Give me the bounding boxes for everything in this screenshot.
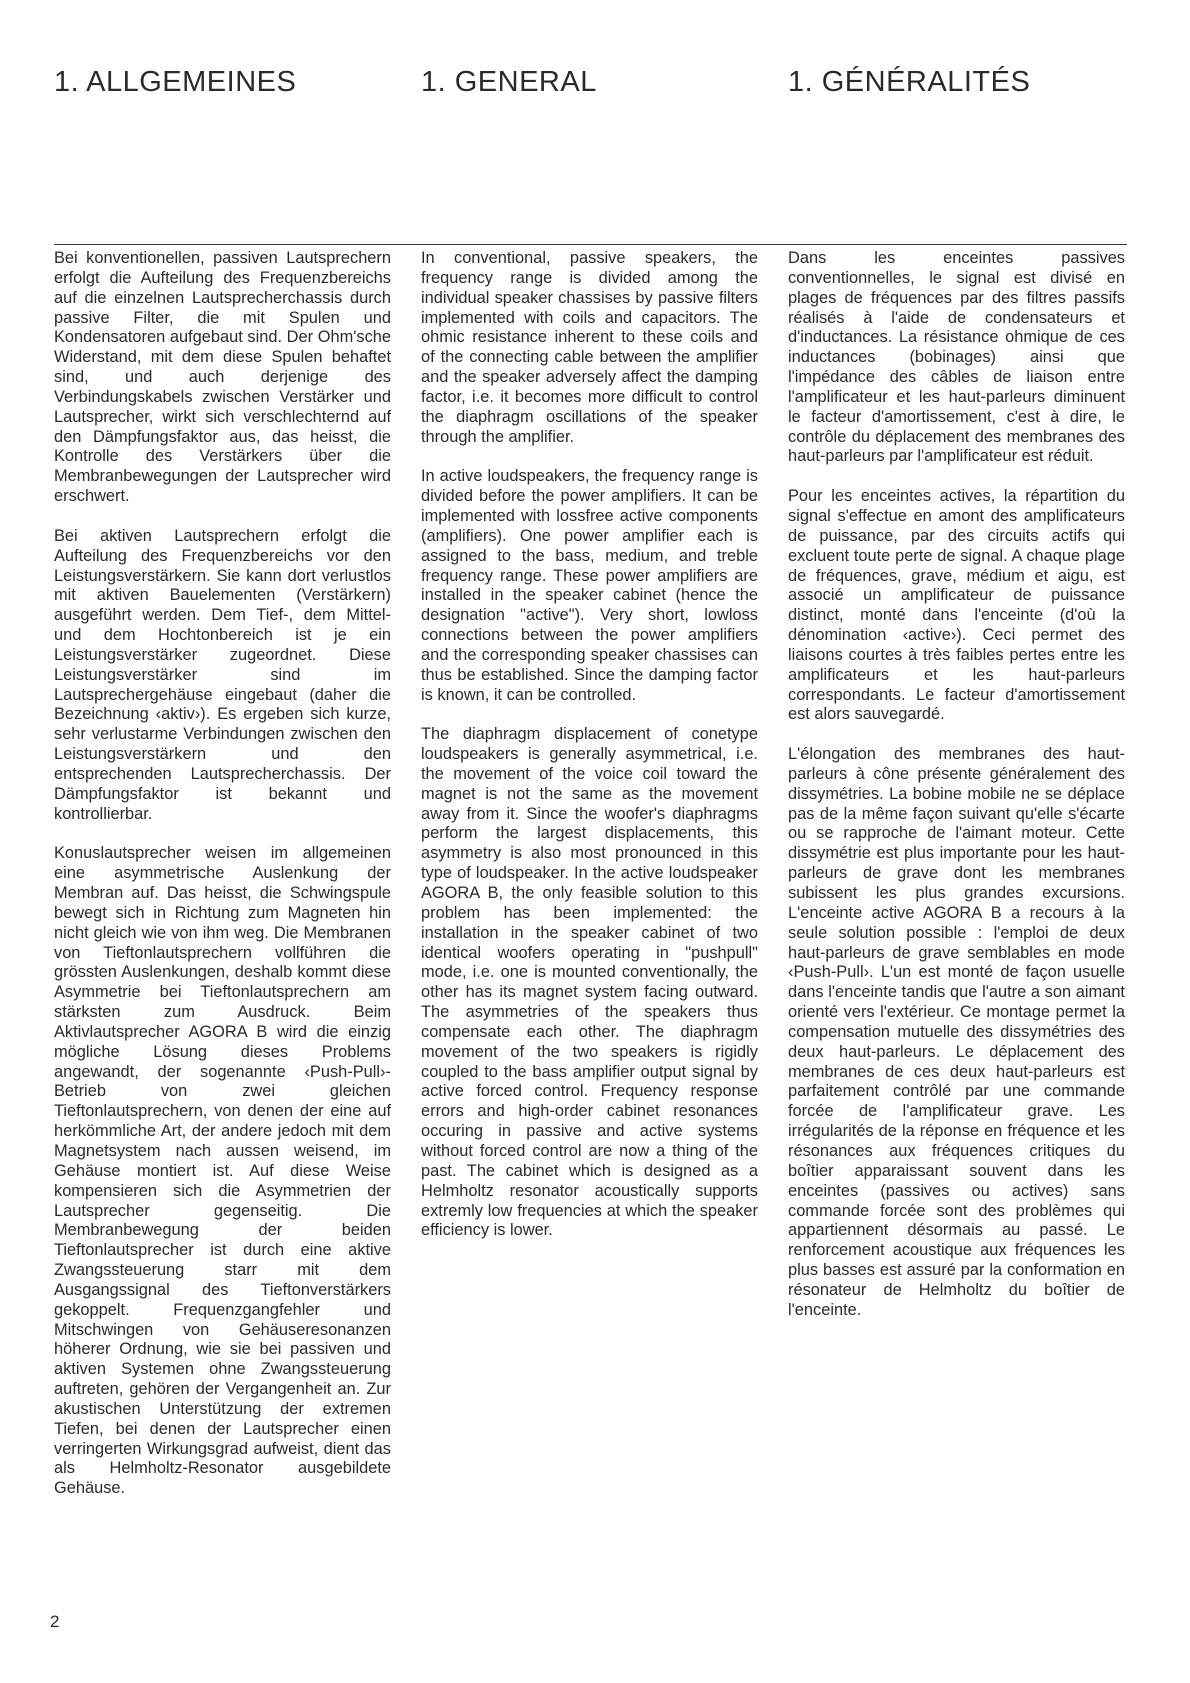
- section-heading-english: 1. GENERAL: [421, 66, 597, 98]
- paragraph-german-2: Bei aktiven Lautsprechern erfolgt die Aufteilung des Frequenzbereichs vor den Leistungsverstärkern. Sie kann dort verlustlos mit aktiven Bauelementen (Verstärkern) ausgeführt werden. Dem Tief-, dem Mittel- und dem Hochtonbereich ist je ein Leistungsverstärker zugeordnet. Diese Leistungsverstärker sind im Lautsprechergehäuse eingebaut (daher die Bezeichnung ‹aktiv›). Es ergeben sich kurze, sehr verlustarme Verbindungen zwischen den Leistungsverstärkern und den entsprechenden Lautsprecherchassis. Der Dämpfungsfaktor ist bekannt und kontrollierbar.: [54, 526, 391, 823]
- page-number: 2: [50, 1612, 60, 1631]
- paragraph-english-2: In active loudspeakers, the frequency range is divided before the power amplifiers. It can be implemented with lossfree active components (amplifiers). One power amplifier each is assigned to the bass, medium, and treble frequency range. These power amplifiers are installed in the speaker cabinet (hence the designation "active"). Very short, lowloss connections between the power amplifiers and the corresponding speaker chassises can thus be established. Since the damping factor is known, it can be controlled.: [421, 467, 758, 704]
- paragraph-english-3: The diaphragm displacement of conetype loudspeakers is generally asymmetrical, i.e. the movement of the voice coil toward the magnet is not the same as the movement away from it. Since the woofer's diaphragms perform the largest displacements, this asymmetry is also most pronounced in this type of loudspeaker. In the active loudspeaker AGORA B, the only feasible solution to this problem has been implemented: the installation in the speaker cabinet of two identical woofers operating in "pushpull" mode, i.e. one is mounted conventionally, the other has its magnet system facing outward. The asymmetries of the speakers thus compensate each other. The diaphragm movement of the two speakers is rigidly coupled to the bass amplifier output signal by active forced control. Frequency response errors and high-order cabinet resonances occuring in passive and active systems without forced control are now a thing of the past. The cabinet which is designed as a Helmholtz resonator acoustically supports extremly low frequencies at which the speaker efficiency is lower.: [421, 725, 758, 1240]
- section-heading-french: 1. GÉNÉRALITÉS: [788, 66, 1031, 98]
- paragraph-german-1: Bei konventionellen, passiven Lautsprechern erfolgt die Aufteilung des Frequenzbereichs auf die einzelnen Lautsprecherchassis durch passive Filter, die mit Spulen und Kondensatoren aufgebaut sind. Der Ohm'sche Widerstand, mit dem diese Spulen behaftet sind, und auch derjenige des Verbindungskabels zwischen Verstärker und Lautsprecher, wirkt sich verschlechternd auf den Dämpfungsfaktor aus, das heisst, die Kontrolle des Verstärkers über die Membranbewegungen der Lautsprecher wird erschwert.: [54, 249, 391, 506]
- paragraph-french-3: L'élongation des membranes des haut-parleurs à cône présente généralement des dissymétries. La bobine mobile ne se déplace pas de la même façon suivant qu'elle s'écarte ou se rapproche de l'aimant moteur. Cette dissymétrie est plus importante pour les haut-parleurs de grave dont les membranes subissent les plus grandes excursions. L'enceinte active AGORA B a recours à la seule solution possible : l'emploi de deux haut-parleurs de grave semblables en mode ‹Push-Pull›. L'un est monté de façon usuelle dans l'enceinte tandis que l'autre a son aimant orienté vers l'extérieur. Ce montage permet la compensation mutuelle des dissymétries des deux haut-parleurs. Le déplacement des membranes de ces deux haut-parleurs est parfaitement contrôlé par une commande forcée de l'amplificateur grave. Les irrégularités de la réponse en fréquence et les résonances aux fréquences critiques du boîtier apparaissant souvent dans les enceintes (passives ou actives) sans commande forcée sont des problèmes qui appartiennent désormais au passé. Le renforcement acoustique aux fréquences les plus basses est assuré par la conformation en résonateur de Helmholtz du boîtier de l'enceinte.: [788, 745, 1125, 1319]
- column-english: [421, 249, 758, 1261]
- paragraph-german-3: Konuslautsprecher weisen im allgemeinen eine asymmetrische Auslenkung der Membran auf. Das heisst, die Schwingspule bewegt sich in Richtung zum Magneten hin nicht gleich wie von ihm weg. Die Membranen von Tieftonlautsprechern vollführen die grössten Auslenkungen, deshalb kommt diese Asymmetrie bei Tieftonlautsprechern am stärksten zum Ausdruck. Beim Aktivlautsprecher AGORA B wird die einzig mögliche Lösung dieses Problems angewandt, der sogenannte ‹Push-Pull›-Betrieb von zwei gleichen Tieftonlautsprechern, von denen der eine auf herkömmliche Art, der andere jedoch mit dem Magnetsystem nach aussen weisend, im Gehäuse montiert ist. Auf diese Weise kompensieren sich die Asymmetrien der Lautsprecher gegenseitig. Die Membranbewegung der beiden Tieftonlautsprecher ist durch eine aktive Zwangssteuerung starr mit dem Ausgangssignal des Tieftonverstärkers gekoppelt. Frequenzgangfehler und Mitschwingen von Gehäuseresonanzen höherer Ordnung, wie sie bei passiven und aktiven Systemen ohne Zwangssteuerung auftreten, gehören der Vergangenheit an. Zur akustischen Unterstützung der extremen Tiefen, bei denen der Lautsprecher einen verringerten Wirkungsgrad aufweist, dient das als Helmholtz-Resonator ausgebildete Gehäuse.: [54, 844, 391, 1498]
- column-german: [54, 249, 391, 1519]
- paragraph-english-1: In conventional, passive speakers, the frequency range is divided among the individual speaker chassises by passive filters implemented with coils and capacitors. The ohmic resistance inherent to these coils and of the connecting cable between the amplifier and the speaker adversely affect the damping factor, i.e. it becomes more difficult to control the diaphragm oscillations of the speaker through the amplifier.: [421, 249, 758, 446]
- section-heading-german: 1. ALLGEMEINES: [54, 66, 297, 98]
- column-french: [788, 249, 1125, 1340]
- paragraph-french-1: Dans les enceintes passives conventionnelles, le signal est divisé en plages de fréquences par des filtres passifs réalisés à l'aide de condensateurs et d'inductances. La résistance ohmique de ces inductances (bobinages) ainsi que l'impédance des câbles de liaison entre l'amplificateur et les haut-parleurs diminuent le facteur d'amortissement, c'est à dire, le contrôle du déplacement des membranes des haut-parleurs par l'amplificateur est réduit.: [788, 249, 1125, 466]
- paragraph-french-2: Pour les enceintes actives, la répartition du signal s'effectue en amont des amplificateurs de puissance, par des circuits actifs qui excluent toute perte de signal. A chaque plage de fréquences, grave, médium et aigu, est associé un amplificateur de puissance distinct, monté dans l'enceinte (d'où la dénomination ‹active›). Ceci permet des liaisons courtes à très faibles pertes entre les amplificateurs et les haut-parleurs correspondants. Le facteur d'amortissement est alors sauvegardé.: [788, 487, 1125, 724]
- horizontal-rule: [54, 244, 1127, 245]
